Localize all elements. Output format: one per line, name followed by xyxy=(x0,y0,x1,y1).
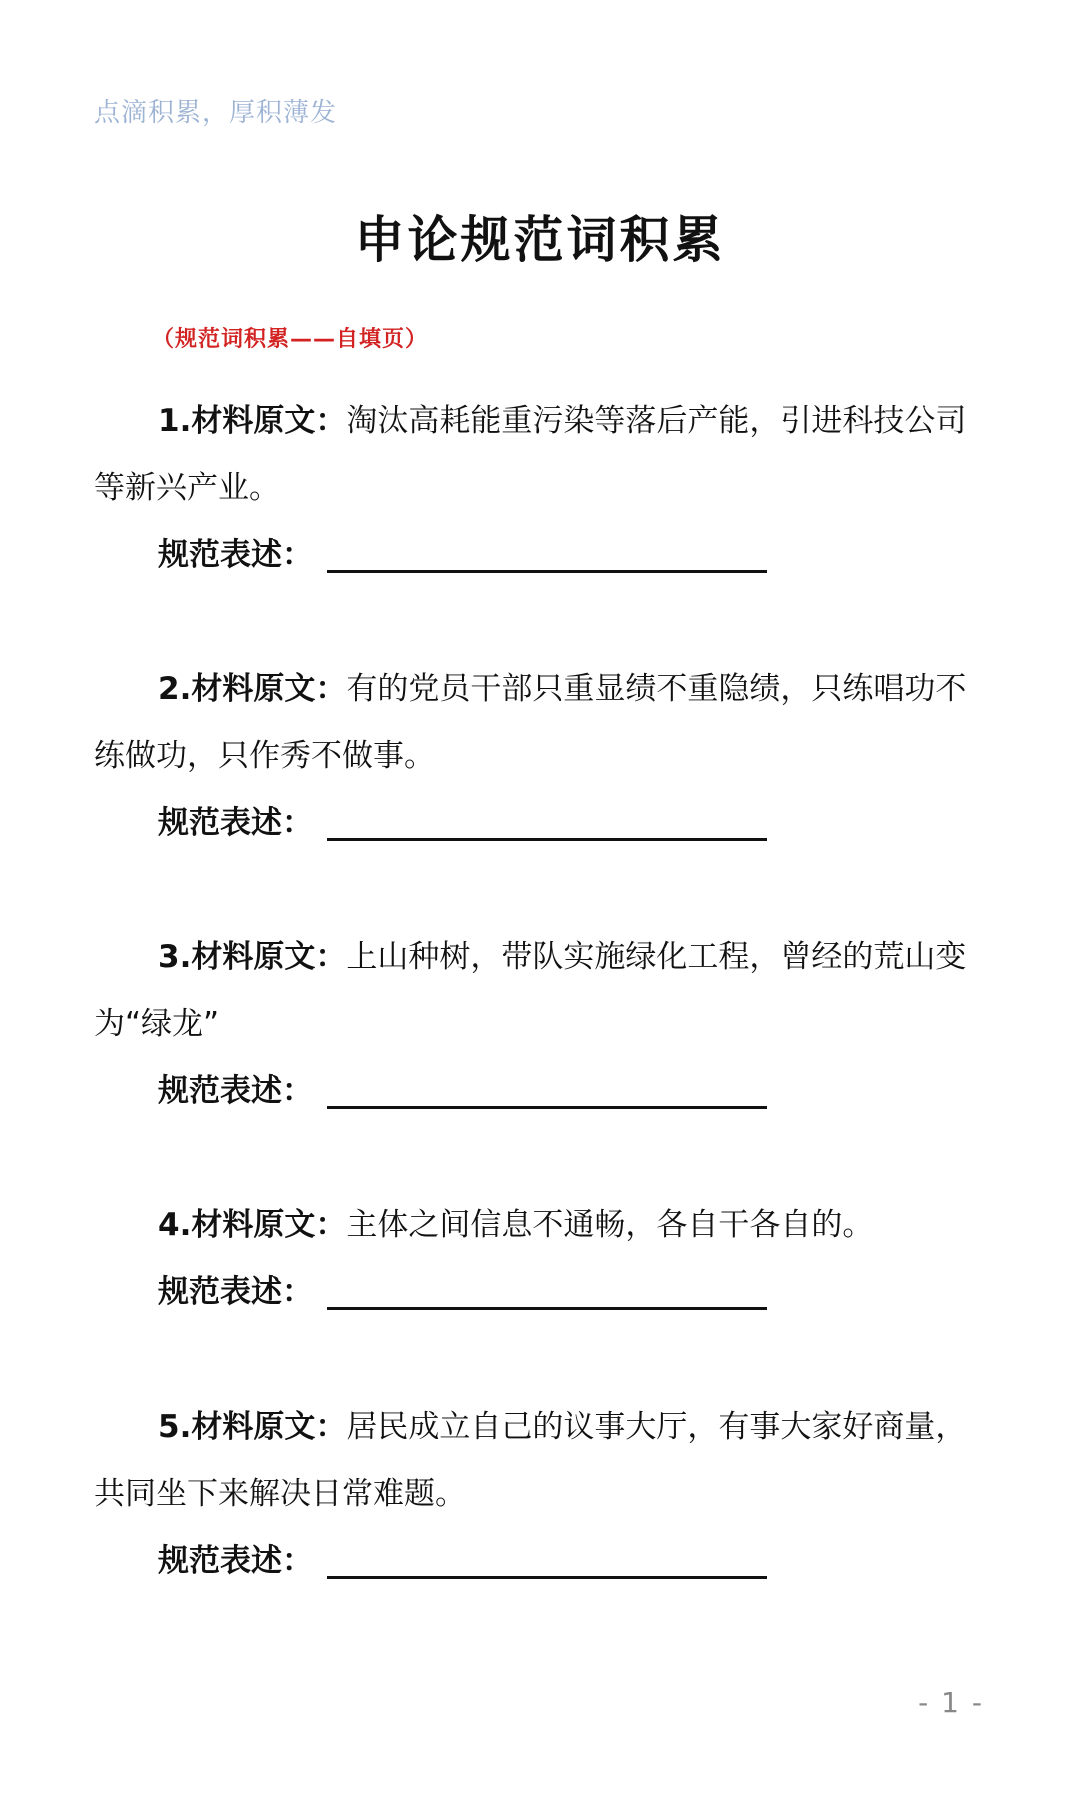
answer-label: 规范表述： xyxy=(158,1274,313,1310)
original-label: 4.材料原文： xyxy=(158,1207,347,1243)
answer-row xyxy=(94,1528,986,1595)
original-content: 淘汰高耗能重污染等落后产能，引进科技公司等新兴产业。 xyxy=(94,403,967,506)
original-content: 上山种树，带队实施绿化工程，曾经的荒山变为“绿龙” xyxy=(94,939,967,1042)
original-text xyxy=(94,388,986,522)
header-motto: 点滴积累，厚积薄发 xyxy=(94,98,338,128)
answer-row xyxy=(94,1259,986,1326)
subtitle: （规范词积累——自填页） xyxy=(152,327,429,352)
original-content: 有的党员干部只重显绩不重隐绩，只练唱功不练做功，只作秀不做事。 xyxy=(94,671,967,774)
answer-row xyxy=(94,1058,986,1125)
original-label: 3.材料原文： xyxy=(158,939,347,975)
exercise-item-5 xyxy=(94,1394,986,1595)
exercise-item-3 xyxy=(94,924,986,1125)
answer-blank-line[interactable] xyxy=(327,1307,767,1310)
original-label: 2.材料原文： xyxy=(158,671,347,707)
exercise-item-4 xyxy=(94,1192,986,1326)
page-title: 申论规范词积累 xyxy=(354,211,726,269)
original-label: 1.材料原文： xyxy=(158,403,347,439)
answer-blank-line[interactable] xyxy=(327,1576,767,1579)
original-label: 5.材料原文： xyxy=(158,1409,347,1445)
original-content: 居民成立自己的议事大厅，有事大家好商量，共同坐下来解决日常难题。 xyxy=(94,1409,967,1512)
page-number: - 1 - xyxy=(918,1686,984,1719)
exercise-item-2 xyxy=(94,656,986,857)
original-text xyxy=(94,924,986,1058)
original-text xyxy=(94,1192,986,1259)
answer-row xyxy=(94,522,986,589)
exercise-item-1 xyxy=(94,388,986,589)
original-text xyxy=(94,1394,986,1528)
answer-blank-line[interactable] xyxy=(327,838,767,841)
answer-blank-line[interactable] xyxy=(327,1106,767,1109)
answer-label: 规范表述： xyxy=(158,1543,313,1579)
answer-label: 规范表述： xyxy=(158,805,313,841)
original-text xyxy=(94,656,986,790)
answer-blank-line[interactable] xyxy=(327,570,767,573)
answer-label: 规范表述： xyxy=(158,537,313,573)
answer-row xyxy=(94,790,986,857)
original-content: 主体之间信息不通畅，各自干各自的。 xyxy=(346,1207,874,1243)
answer-label: 规范表述： xyxy=(158,1073,313,1109)
